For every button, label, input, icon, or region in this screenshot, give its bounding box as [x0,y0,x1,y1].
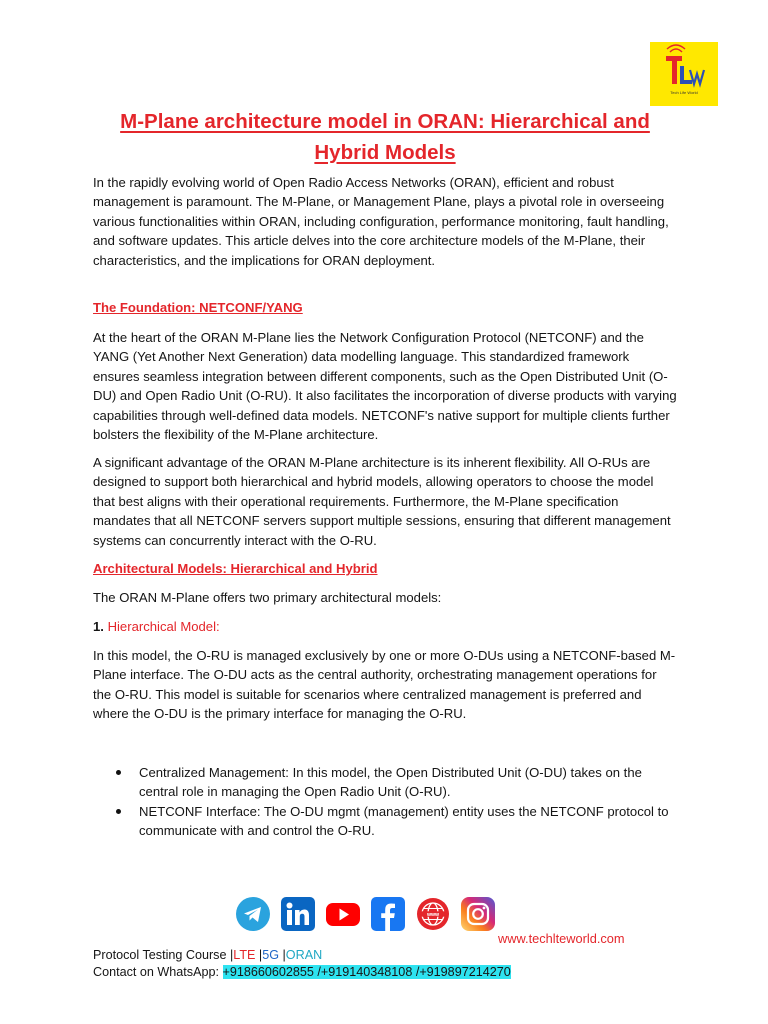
foundation-paragraph-1: At the heart of the ORAN M-Plane lies the Network Configuration Protocol (NETCONF) and the YANG (Yet Another Next Generation) data modelling language. This standardized framework ensures seamless integration between different components, such as the Open Distributed Unit (O-DU) and Open Radio Unit (O-RU). It also facilitates the incorporation of diverse products with varying capabilities through well-defined data models. NETCONF's native support for multiple clients further bolsters the flexibility of the M-Plane architecture. [93,330,677,443]
5g-link[interactable]: 5G [262,948,280,962]
bullet-text: Centralized Management: In this model, the Open Distributed Unit (O-DU) takes on the central role in managing the Open Radio Unit (O-RU). [139,765,642,800]
models-intro-paragraph: The ORAN M-Plane offers two primary architectural models: [93,590,442,605]
bullet-icon [116,770,121,775]
list-item [112,802,677,841]
bullet-icon [116,809,121,814]
course-prefix: Protocol Testing Course | [93,948,234,962]
linkedin-icon[interactable] [281,897,315,931]
brand-logo [650,42,718,106]
section-heading-architectural-models: Architectural Models: Hierarchical and Hybrid [93,561,378,576]
youtube-icon[interactable] [326,897,360,931]
bullet-text: NETCONF Interface: The O-DU mgmt (management) entity uses the NETCONF protocol to communicate with and control the O-RU. [139,803,669,839]
subheading-title: Hierarchical Model: [107,619,220,634]
contact-prefix: Contact on WhatsApp: [93,965,223,979]
hierarchical-bullet-list [112,763,677,841]
foundation-paragraph-2: A significant advantage of the ORAN M-Plane architecture is its inherent flexibility. All O-RUs are designed to support both hierarchical and hybrid models, allowing operators to choose the model that best aligns with their operational requirements. Furthermore, the M-Plane specification mandates that all NETCONF servers support multiple sessions, ensuring that different management systems can concurrently interact with the O-RU. [93,455,671,548]
subheading-number: 1. [93,619,104,634]
separator: | [255,948,263,962]
social-icons [236,897,506,931]
telegram-icon[interactable] [236,897,270,931]
website-globe-icon[interactable] [416,897,450,931]
subheading-hierarchical [93,617,678,636]
logo-caption: Tech Life World [670,90,698,95]
svg-text:www: www [426,912,440,918]
intro-paragraph: In the rapidly evolving world of Open Radio Access Networks (ORAN), efficient and robust management is paramount. The M-Plane, or Management Plane, plays a pivotal role in overseeing various functionalities within ORAN, including configuration, performance monitoring, fault handling, and software updates. This article delves into the core architecture models of the M-Plane, their characteristics, and the implications for ORAN deployment. [93,175,669,268]
facebook-icon[interactable] [371,897,405,931]
list-item [112,763,677,802]
website-link[interactable]: www.techlteworld.com [498,931,625,946]
section-heading-foundation: The Foundation: NETCONF/YANG [93,300,303,315]
page-title: M-Plane architecture model in ORAN: Hierarchical and Hybrid Models [120,110,650,164]
whatsapp-numbers: +918660602855 /+919140348108 /+919897214270 [222,965,511,979]
lte-link[interactable]: LTE [233,948,256,962]
course-line [93,947,322,964]
contact-line [93,964,511,981]
separator: | [279,948,286,962]
instagram-icon[interactable] [461,897,495,931]
hierarchical-paragraph: In this model, the O-RU is managed exclusively by one or more O-DUs using a NETCONF-based M-Plane interface. The O-DU acts as the central authority, orchestrating management operations for the O-RU. This model is suitable for scenarios where centralized management is preferred and where the O-DU is the primary interface for managing the O-RU. [93,648,676,722]
oran-link[interactable]: ORAN [285,948,323,962]
